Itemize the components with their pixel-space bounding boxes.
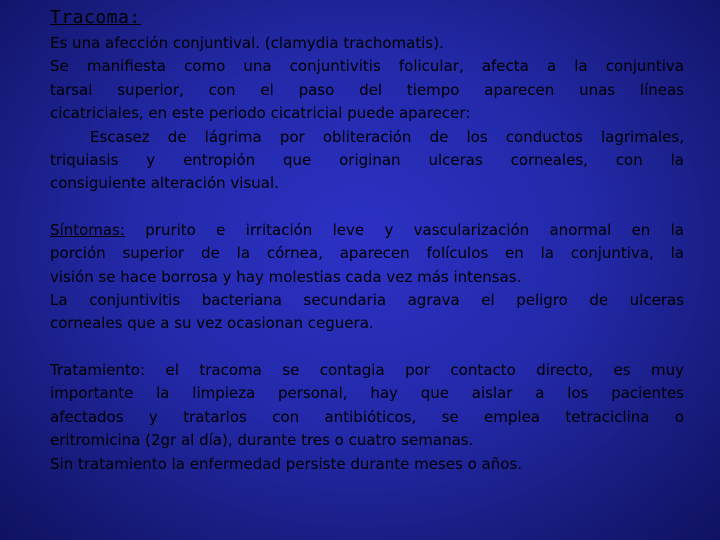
paragraph-spacer xyxy=(50,336,684,359)
tratamiento-line: afectados y tratarlos con antibióticos, se emplea tetraciclina o xyxy=(50,407,684,426)
paragraph-spacer xyxy=(50,196,684,219)
tratamiento-line: Sin tratamiento la enfermedad persiste durante meses o años. xyxy=(50,454,522,473)
intro-paragraph xyxy=(50,32,684,196)
sintomas-line: porción superior de la córnea, aparecen folículos en la conjuntiva, la xyxy=(50,244,684,263)
slide-title: Tracoma: xyxy=(50,7,141,28)
sintomas-line: visión se hace borrosa y hay molestias cada vez más intensas. xyxy=(50,267,522,286)
sintomas-line: La conjuntivitis bacteriana secundaria agrava el peligro de ulceras xyxy=(50,291,684,310)
tratamiento-line: importante la limpieza personal, hay que aislar a los pacientes xyxy=(50,384,684,403)
intro-line: consiguiente alteración visual. xyxy=(50,174,279,193)
tratamiento-paragraph xyxy=(50,359,684,476)
intro-line: cicatriciales, en este periodo cicatricial puede aparecer: xyxy=(50,104,471,123)
tratamiento-label: Tratamiento xyxy=(50,360,140,379)
intro-line: triquiasis y entropión que originan ulceras corneales, con la xyxy=(50,151,684,170)
tratamiento-first-line xyxy=(50,359,684,382)
sintomas-first-line-text: prurito e irritación leve y vascularización anormal en la xyxy=(124,220,684,239)
intro-line: tarsal superior, con el paso del tiempo aparecen unas líneas xyxy=(50,80,684,99)
sintomas-first-line xyxy=(50,219,684,242)
intro-line: Es una afección conjuntival. (clamydia trachomatis). xyxy=(50,34,444,52)
tratamiento-line: eritromicina (2gr al día), durante tres o cuatro semanas. xyxy=(50,431,474,450)
tratamiento-first-line-text: : el tracoma se contagia por contacto directo, es muy xyxy=(139,360,684,379)
sintomas-paragraph xyxy=(50,219,684,336)
intro-line: Escasez de lágrima por obliteración de los conductos lagrimales, xyxy=(90,127,684,146)
intro-line: Se manifiesta como una conjuntivitis folicular, afecta a la conjuntiva xyxy=(50,57,684,76)
sintomas-line: corneales que a su vez ocasionan ceguera. xyxy=(50,314,374,333)
sintomas-label: Síntomas: xyxy=(50,220,125,239)
